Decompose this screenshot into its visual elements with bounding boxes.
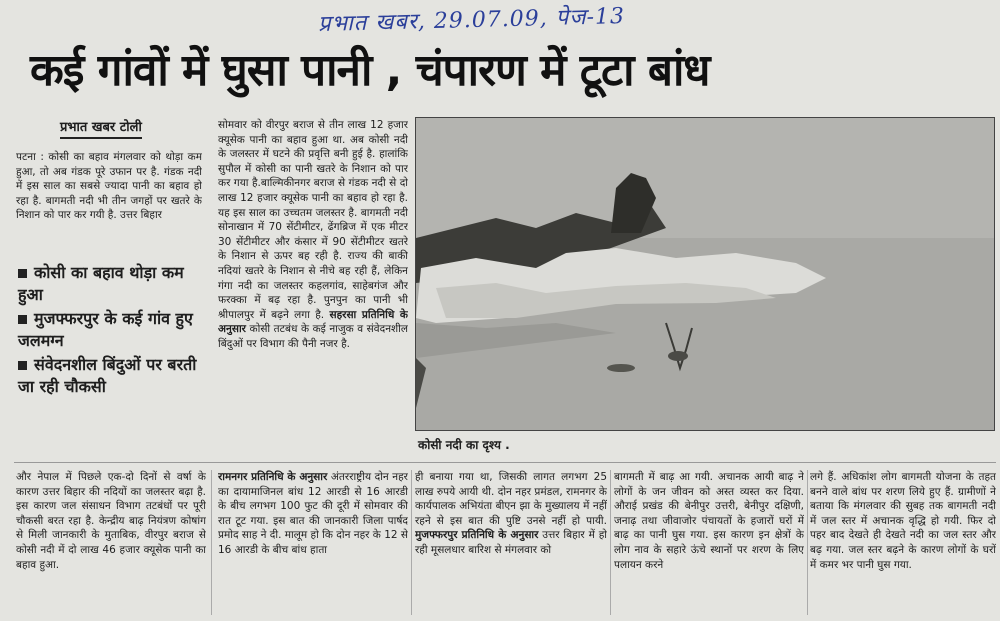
square-bullet-icon — [18, 269, 27, 278]
column-divider — [807, 470, 808, 615]
river-photo — [415, 117, 995, 431]
column-5: लगे हैं. अधिकांश लोग बागमती योजना के तहत बनने वाले बांध पर शरण लिये हुए हैं. ग्रामीणों ने बताया कि मंगलवार की सुबह तक बागमती नदी में जल स्तर में अचानक वृद्धि हो गयी. फिर दो पहर बाद देखते ही देखते नदी का जल स्तर और बढ़ गया. जल स्तर बढ़ने के कारण लोगों के घरों में कमर भर पानी घुस गया. — [810, 471, 996, 571]
inline-subhead: मुजफ्फरपुर प्रतिनिधि के अनुसार — [415, 529, 539, 542]
inline-subhead: रामनगर प्रतिनिधि के अनुसार — [218, 471, 328, 483]
section-divider — [14, 462, 996, 463]
bullet-item: कोसी का बहाव थोड़ा कम हुआ — [18, 263, 184, 304]
column-1-bottom: और नेपाल में पिछले एक-दो दिनों से वर्षा के कारण उत्तर बिहार की नदियों का जलस्तर बढ़ा है. इस कारण जल संसाधन विभाग तटबंधों पर पूरी चौकसी बरत रहा है. केन्द्रीय बाढ़ नियंत्रण कोषांग से मिली जानकारी के मुताबिक, वीरपुर बराज से कोसी नदी में दो लाख 46 हजार क्यूसेक पानी का बहाव हुआ. — [16, 471, 206, 571]
handwritten-note: प्रभात खबर, 29.07.09, पेज-13 — [317, 3, 626, 38]
highlight-bullets — [18, 262, 208, 400]
bullet-item: मुजफ्फरपुर के कई गांव हुए जलमग्न — [18, 309, 193, 350]
column-4: बागमती में बाढ़ आ गयी. अचानक आयी बाढ़ ने लोगों के जन जीवन को अस्त व्यस्त कर दिया. औराई प्रखंड की बेनीपुर उत्तरी, बेनीपुर दक्षिणी, जनाढ़ तथा जीवाजोर पंचायतों के हजारों घरों में बाढ़ का पानी घुस गया. इस कारण इन क्षेत्रों के लोग नाव के सहारे ऊंचे स्थानों पर शरण के लिए पलायन करने — [614, 471, 804, 571]
column-divider — [211, 470, 212, 615]
column-divider — [610, 470, 611, 615]
byline: प्रभात खबर टोली — [60, 117, 142, 139]
column-3: ही बनाया गया था, जिसकी लागत लगभग 25 लाख रुपये आयी थी. दोन नहर प्रमंडल, रामनगर के कार्यपालक अभियंता बीएन झा के मुख्यालय में नहीं रहने से इस बात की पुष्टि उनसे नहीं हो पायी. मुजफ्फरपुर प्रतिनिधि के अनुसार उत्तर बिहार में हो रही मूसलधार बारिश से मंगलवार को — [415, 471, 607, 556]
inline-subhead: सहरसा प्रतिनिधि के अनुसार — [218, 308, 408, 336]
square-bullet-icon — [18, 315, 27, 324]
headline: कई गांवों में घुसा पानी , चंपारण में टूटा बांध — [30, 45, 710, 96]
square-bullet-icon — [18, 361, 27, 370]
bullet-item: संवेदनशील बिंदुओं पर बरती जा रही चौकसी — [18, 355, 197, 396]
column-2-bottom: रामनगर प्रतिनिधि के अनुसार अंतरराष्ट्रीय दोन नहर का दायामाजिनल बांध 12 आरडी से 16 आरडी के बीच लगभग 100 फुट की दूरी में सोमवार की रात टूट गया. इस बात की जानकारी जिला पार्षद प्रमोद साह ने दी. मालूम हो कि दोन नहर के 12 से 16 आरडी के बीच बांध हाता — [218, 471, 408, 556]
column-2-top: सोमवार को वीरपुर बराज से तीन लाख 12 हजार क्यूसेक पानी का बहाव हुआ था. अब कोसी नदी के जलस्तर में घटने की प्रवृत्ति बनी हुई है. हालांकि सुपौल में कोसी का पानी खतरे के निशान को पार कर गया है.बाल्मिकीनगर बराज से गंडक नदी से दो लाख 12 हजार क्यूसेक पानी का बहाव हो रहा है. यह इस साल का उच्चतम जलस्तर है. बागमती नदी सोनाखान में 70 सेंटीमीटर, ढेंगब्रिज में एक मीटर 30 सेंटीमीटर और कंसार में 90 सेंटीमीटर खतरे के निशान से ऊपर बह रही है. राज्य की बाकी नदियां खतरे के निशान से नीचे बह रही हैं, लेकिन गंगा नदी का जलस्तर कहलगांव, साहेबगंज और फरक्का में बढ़ रहा है. पुनपुन का पानी भी श्रीपालपुर में बढ़ने लगा है. सहरसा प्रतिनिधि के अनुसार कोसी तटबंध के कई नाजुक व संवेदनशील बिंदुओं पर विभाग की पैनी नजर है. — [218, 119, 408, 350]
column-divider — [411, 470, 412, 615]
intro-paragraph: पटना : कोसी का बहाव मंगलवार को थोड़ा कम हुआ, तो अब गंडक पूरे उफान पर है. गंडक नदी में इस साल का सबसे ज्यादा पानी का बहाव हो रहा है. बागमती नदी भी तीन जगहों पर खतरे के निशान को पार कर गयी है. उत्तर बिहार — [16, 151, 202, 222]
river-scene-illustration — [416, 118, 994, 430]
photo-caption: कोसी नदी का दृश्य . — [418, 438, 510, 452]
